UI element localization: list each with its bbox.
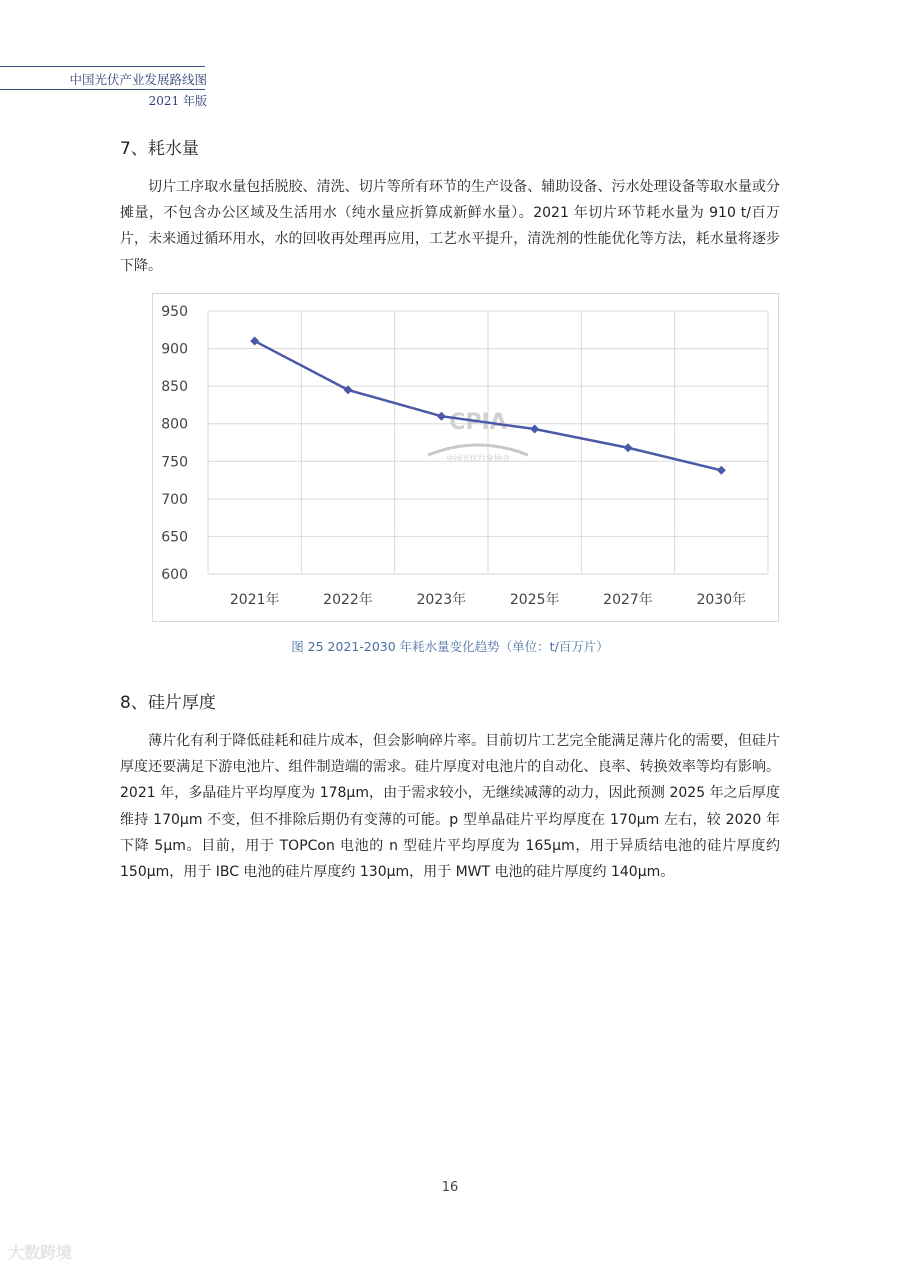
y-tick-label: 850	[161, 379, 188, 396]
data-point-marker	[624, 443, 633, 452]
watermark-label: 中国光伏行业协会	[446, 454, 510, 463]
data-point-marker	[437, 412, 446, 421]
y-tick-label: 600	[161, 567, 188, 583]
data-point-marker	[717, 466, 726, 475]
watermark-text: 大数跨境	[8, 1243, 73, 1262]
x-tick-label: 2030年	[696, 592, 747, 608]
section-heading-water: 7、耗水量	[120, 139, 199, 159]
y-tick-label: 900	[161, 341, 188, 358]
figure-caption: 图 25 2021-2030 年耗水量变化趋势（单位：t/百万片）	[291, 639, 609, 654]
header-rule-bottom	[0, 89, 205, 90]
y-tick-label: 800	[161, 416, 188, 433]
y-tick-label: 700	[161, 491, 188, 508]
watermark-logo: CPIA	[449, 410, 507, 435]
y-tick-label: 650	[161, 529, 188, 546]
data-point-marker	[344, 385, 353, 394]
x-tick-label: 2022年	[323, 592, 373, 608]
report-edition: 2021 年版	[148, 94, 207, 108]
page-number: 16	[441, 1180, 459, 1195]
x-tick-label: 2027年	[603, 592, 653, 608]
chart-container	[152, 293, 779, 622]
y-tick-label: 750	[161, 454, 188, 471]
header-rule-top	[0, 66, 205, 67]
x-tick-label: 2021年	[229, 592, 280, 608]
section-paragraph-water: 切片工序取水量包括脱胶、清洗、切片等所有环节的生产设备、辅助设备、污水处理设备等取水量或分摊量，不包含办公区域及生活用水（纯水量应折算成新鲜水量）。2021 年切片环节耗水量为 910 t/百万片，未来通过循环用水，水的回收再处理再应用，工艺水平提升，清洗剂的性能优化等方法，耗水量将逐步下降。	[120, 179, 780, 274]
section-heading-thickness: 8、硅片厚度	[120, 693, 216, 713]
y-tick-label: 950	[161, 304, 188, 320]
data-point-marker	[250, 337, 259, 346]
report-title: 中国光伏产业发展路线图	[69, 72, 207, 87]
data-point-marker	[530, 424, 539, 433]
section-paragraph-thickness: 薄片化有利于降低硅耗和硅片成本，但会影响碎片率。目前切片工艺完全能满足薄片化的需要，但硅片厚度还要满足下游电池片、组件制造端的需求。硅片厚度对电池片的自动化、良率、转换效率等均有影响。2021 年，多晶硅片平均厚度为 178μm，由于需求较小，无继续减薄的动力，因此预测 2025 年之后厚度维持 170μm 不变，但不排除后期仍有变薄的可能。p 型单晶硅片平均厚度在 170μm 左右，较 2020 年下降 5μm。目前，用于 TOPCon 电池的 n 型硅片平均厚度为 165μm，用于异质结电池的硅片厚度约 150μm，用于 IBC 电池的硅片厚度约 130μm，用于 MWT 电池的硅片厚度约 140μm。	[120, 733, 780, 881]
x-tick-label: 2025年	[509, 592, 560, 608]
x-tick-label: 2023年	[416, 592, 467, 608]
water-consumption-line-chart	[153, 294, 778, 621]
